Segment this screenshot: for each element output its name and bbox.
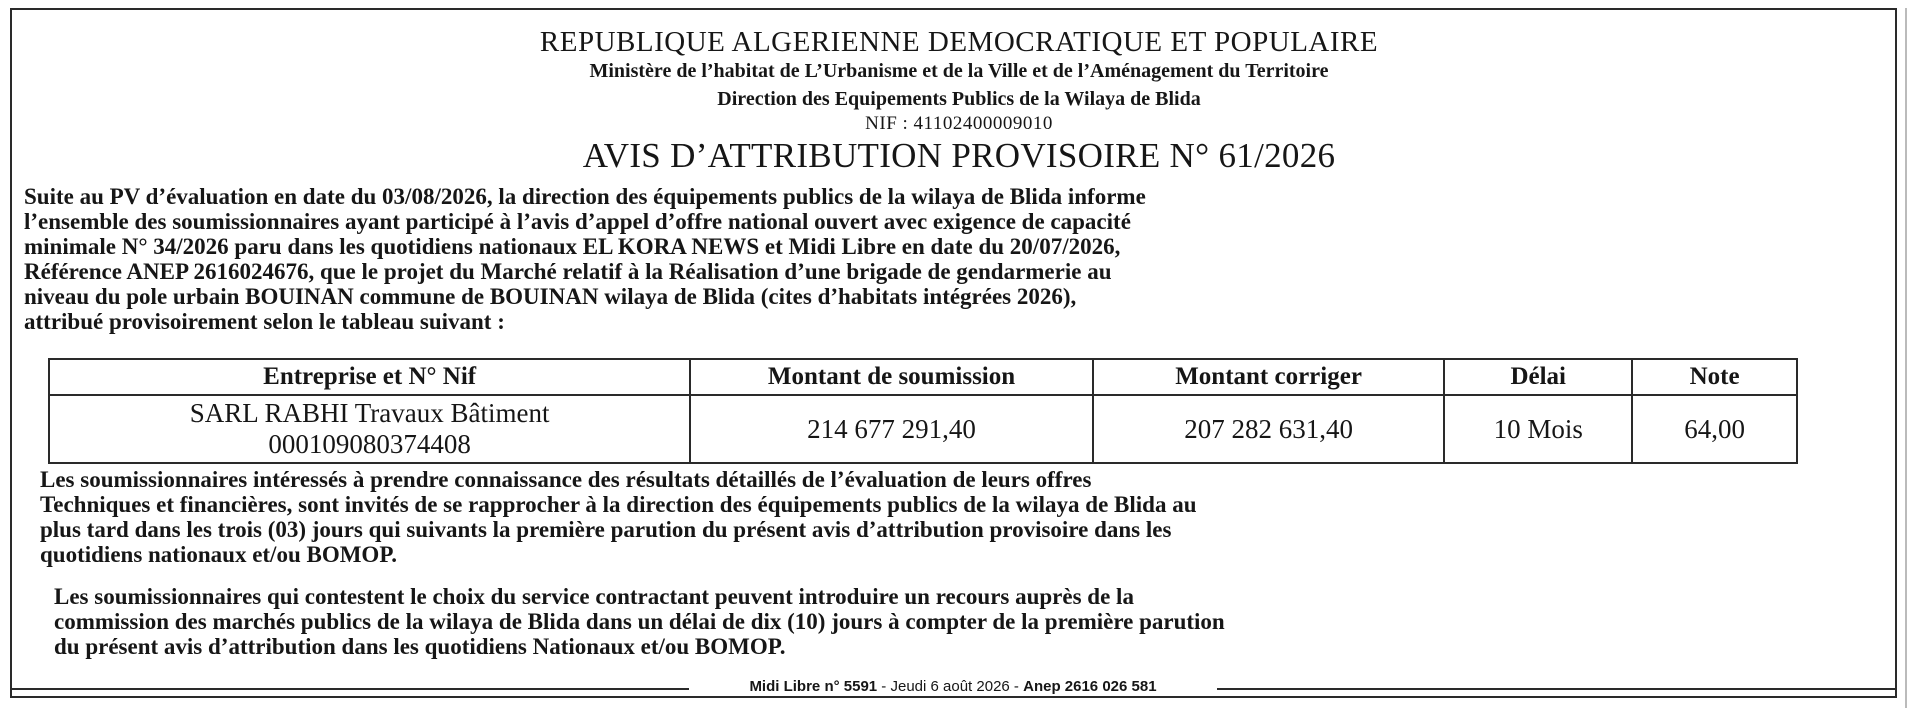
appeal-paragraph xyxy=(54,584,1225,659)
header-delai: Délai xyxy=(1444,359,1632,395)
intro-line: minimale N° 34/2026 paru dans les quotidiens nationaux EL KORA NEWS et Midi Libre en date du 20/07/2026, xyxy=(24,234,1121,259)
footer-date: Jeudi 6 août 2026 xyxy=(890,678,1010,695)
intro-line: Référence ANEP 2616024676, que le projet du Marché relatif à la Réalisation d’une brigade de gendarmerie au xyxy=(24,259,1112,284)
footer-publication: Midi Libre n° 5591 xyxy=(749,678,878,695)
paragraph-line: Les soumissionnaires qui contestent le choix du service contractant peuvent introduire un recours auprès de la xyxy=(54,584,1134,609)
cell-delai: 10 Mois xyxy=(1444,395,1632,463)
company-name: SARL RABHI Travaux Bâtiment xyxy=(189,398,550,428)
table-row xyxy=(49,395,1797,463)
paragraph-line: plus tard dans les trois (03) jours qui suivants la première parution du présent avis d’attribution provisoire dans les xyxy=(40,517,1172,542)
footer-separator: - xyxy=(1009,678,1024,695)
paragraph-line: commission des marchés publics de la wilaya de Blida dans un délai de dix (10) jours à compter de la première parution xyxy=(54,609,1225,634)
header-company: Entreprise et N° Nif xyxy=(49,359,690,395)
footer-rule-left xyxy=(12,688,689,690)
intro-line: Suite au PV d’évaluation en date du 03/08/2026, la direction des équipements publics de la wilaya de Blida informe xyxy=(24,184,1146,209)
publication-footer xyxy=(0,677,1918,697)
header-montant-soumission: Montant de soumission xyxy=(690,359,1093,395)
footer-rule-right xyxy=(1217,688,1895,690)
paragraph-line: Les soumissionnaires intéressés à prendre connaissance des résultats détaillés de l’évaluation de leurs offres xyxy=(40,467,1092,492)
notice-title: AVIS D’ATTRIBUTION PROVISOIRE N° 61/2026 xyxy=(582,136,1336,175)
intro-line: niveau du pole urbain BOUINAN commune de BOUINAN wilaya de Blida (cites d’habitats intégrées 2026), xyxy=(24,284,1077,309)
footer-credit xyxy=(691,677,1215,697)
footer-anep: Anep 2616 026 581 xyxy=(1023,678,1157,695)
intro-line: l’ensemble des soumissionnaires ayant participé à l’avis d’appel d’offre national ouvert avec exigence de capacité xyxy=(24,209,1131,234)
paragraph-line: Techniques et financières, sont invités de se rapprocher à la direction des équipements publics de la wilaya de Blida au xyxy=(40,492,1197,517)
paragraph-line: quotidiens nationaux et/ou BOMOP. xyxy=(40,542,398,567)
intro-line: attribué provisoirement selon le tableau suivant : xyxy=(24,309,505,334)
header-note: Note xyxy=(1632,359,1797,395)
header-montant-corriger: Montant corriger xyxy=(1093,359,1445,395)
direction-heading: Direction des Equipements Publics de la Wilaya de Blida xyxy=(717,88,1201,110)
cell-company xyxy=(49,395,690,463)
attribution-table xyxy=(48,358,1798,464)
paragraph-line: du présent avis d’attribution dans les quotidiens Nationaux et/ou BOMOP. xyxy=(54,634,786,659)
nif-line: NIF : 41102400009010 xyxy=(865,113,1053,134)
ministry-heading: Ministère de l’habitat de L’Urbanisme et de la Ville et de l’Aménagement du Territoire xyxy=(589,60,1329,82)
company-nif: 000109080374408 xyxy=(268,429,471,459)
cell-note: 64,00 xyxy=(1632,395,1797,463)
cell-montant-corriger: 207 282 631,40 xyxy=(1093,395,1445,463)
intro-paragraph xyxy=(24,184,1146,334)
table-header-row xyxy=(49,359,1797,395)
footer-separator: - xyxy=(877,678,891,695)
republic-heading: REPUBLIQUE ALGERIENNE DEMOCRATIQUE ET POPULAIRE xyxy=(539,26,1379,58)
cell-montant-soumission: 214 677 291,40 xyxy=(690,395,1093,463)
consultation-paragraph xyxy=(40,467,1196,567)
